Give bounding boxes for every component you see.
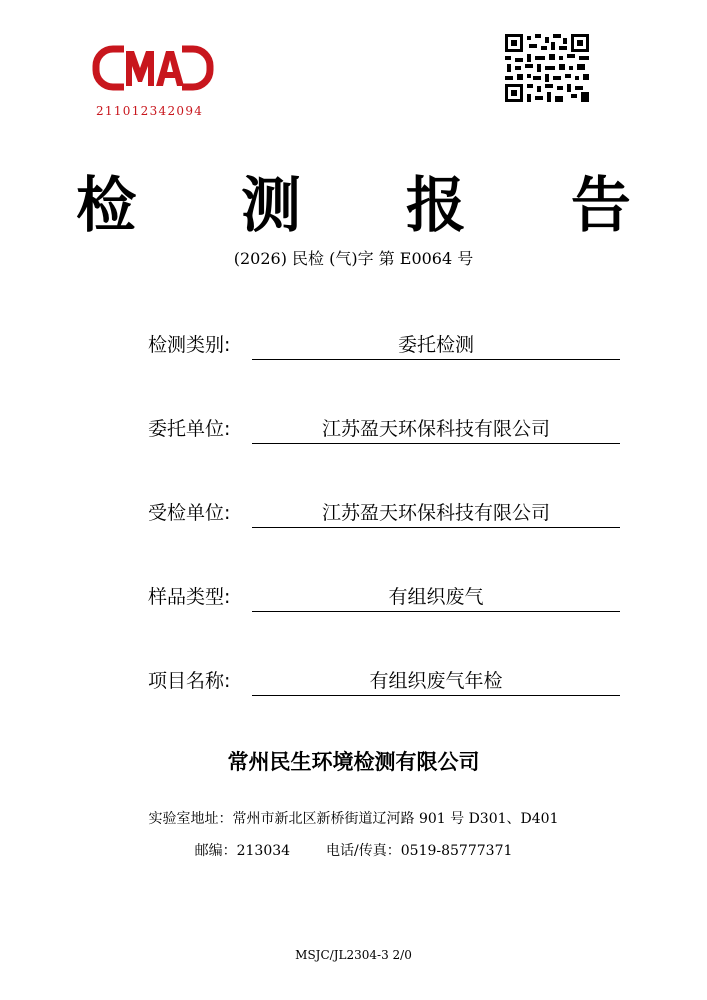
field-label: 样品类型: xyxy=(148,586,231,608)
field-value: 有组织废气年检 xyxy=(369,670,503,692)
underline xyxy=(252,359,620,360)
cma-certificate-number: 211012342094 xyxy=(96,104,204,118)
field-project-name xyxy=(148,660,620,696)
phone-fax: 电话/传真：0519-85777371 xyxy=(326,843,513,859)
cma-logo xyxy=(90,44,216,92)
report-title: 检 测 报 告 xyxy=(76,171,673,241)
contact-line xyxy=(0,840,707,860)
field-label: 检测类别: xyxy=(148,334,231,356)
underline xyxy=(252,443,620,444)
field-value: 有组织废气 xyxy=(388,586,484,608)
field-label: 受检单位: xyxy=(148,502,231,524)
organization-name: 常州民生环境检测有限公司 xyxy=(227,750,480,774)
field-inspected-unit xyxy=(148,492,620,528)
qr-code-icon xyxy=(505,34,589,102)
field-label: 项目名称: xyxy=(148,670,231,692)
field-value: 委托检测 xyxy=(397,334,474,356)
field-value: 江苏盈天环保科技有限公司 xyxy=(321,502,550,524)
form-code: MSJC/JL2304-3 2/0 xyxy=(295,948,412,962)
underline xyxy=(252,527,620,528)
field-value: 江苏盈天环保科技有限公司 xyxy=(321,418,550,440)
postal-code: 邮编：213034 xyxy=(194,843,291,859)
field-test-category xyxy=(148,324,620,360)
field-sample-type xyxy=(148,576,620,612)
report-number: (2026) 民检 (气)字 第 E0064 号 xyxy=(233,249,474,268)
field-client xyxy=(148,408,620,444)
field-label: 委托单位: xyxy=(148,418,231,440)
underline xyxy=(252,611,620,612)
lab-address: 实验室地址：常州市新北区新桥街道辽河路 901 号 D301、D401 xyxy=(148,811,559,827)
underline xyxy=(252,695,620,696)
